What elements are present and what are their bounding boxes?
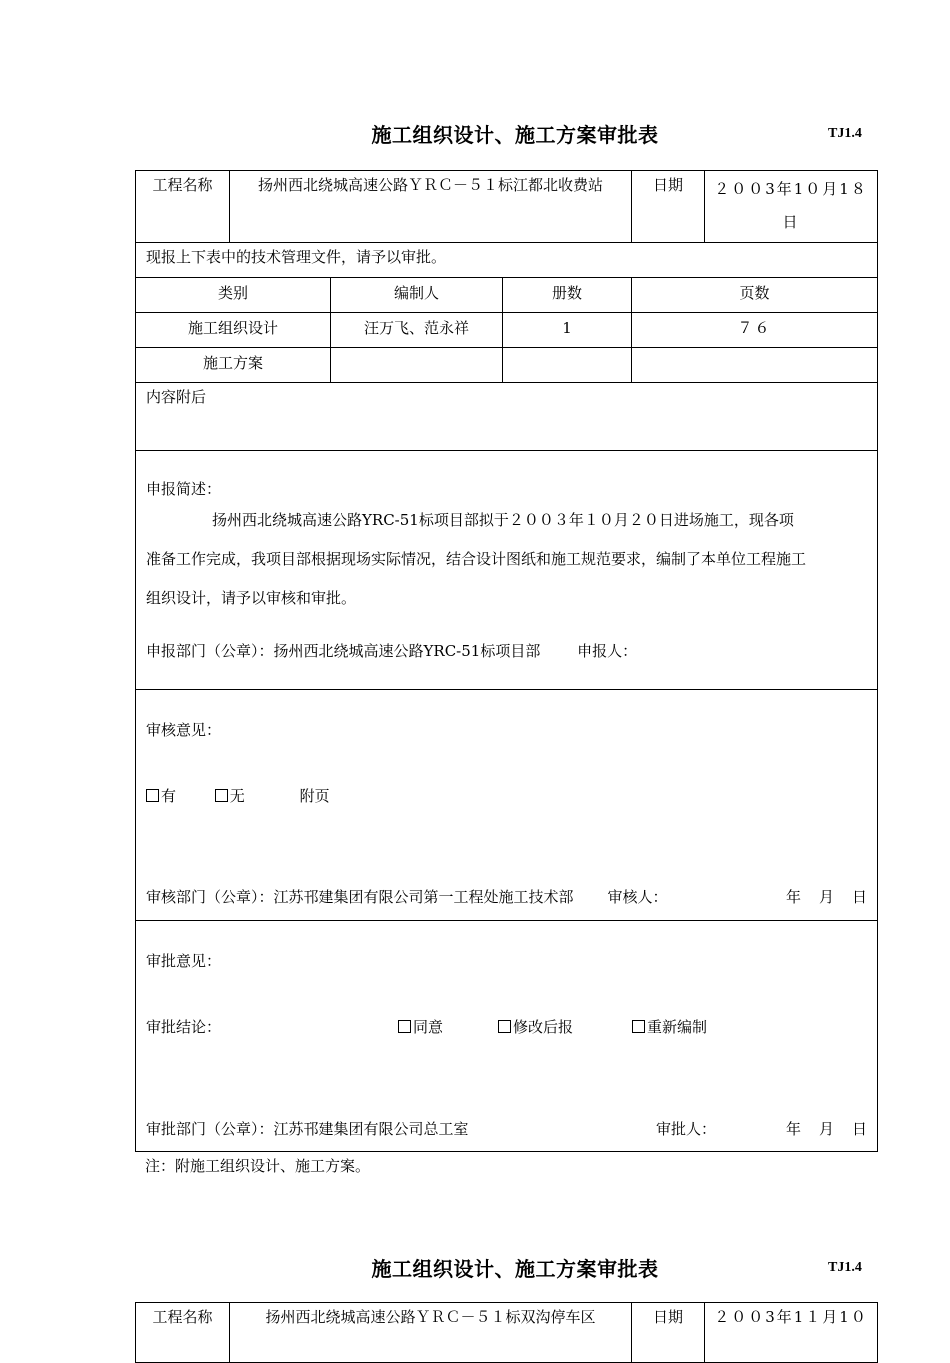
review-attachment-label: 附页 (299, 787, 330, 805)
review-label: 审核意见： (146, 721, 222, 739)
col-header-category: 类别 (136, 278, 331, 313)
row-category: 施工组织设计 (136, 313, 331, 348)
applicant-department: 申报部门（公章）：扬州西北绕城高速公路YRC-51标项目部 (146, 642, 541, 660)
row-volumes (503, 348, 632, 383)
reviewer-label: 审核人： (607, 888, 668, 906)
review-department: 审核部门（公章）：江苏邗建集团有限公司第一工程处施工技术部 (146, 888, 574, 906)
attachment-note: 内容附后 (136, 383, 878, 451)
row-category: 施工方案 (136, 348, 331, 383)
approval-date-day: 日 (852, 1120, 868, 1138)
row-volumes: 1 (503, 313, 632, 348)
form-code: TJ1.4 (828, 126, 862, 141)
project-name-value: 扬州西北绕城高速公路ＹＲＣ－５１标江都北收费站 (230, 171, 632, 243)
date-label-2: 日期 (632, 1303, 705, 1363)
footnote: 注：附施工组织设计、施工方案。 (145, 1157, 371, 1175)
report-line: 现报上下表中的技术管理文件，请予以审批。 (136, 243, 878, 278)
row-author: 汪万飞、范永祥 (331, 313, 503, 348)
approval-form-2 (135, 1302, 878, 1363)
row-pages (632, 348, 878, 383)
approval-date-month: 月 (819, 1120, 835, 1138)
approval-label: 审批意见： (146, 952, 222, 970)
approval-form (135, 170, 878, 1152)
form-code-2: TJ1.4 (828, 1260, 862, 1275)
summary-section (136, 451, 878, 690)
conclusion-label: 审批结论： (146, 1018, 222, 1036)
review-date-year: 年 (786, 888, 802, 906)
approval-department: 审批部门（公章）：江苏邗建集团有限公司总工室 (146, 1120, 469, 1138)
table-row (136, 348, 878, 383)
approval-section (136, 921, 878, 1152)
col-header-pages: 页数 (632, 278, 878, 313)
review-option-no[interactable]: 无 (215, 787, 245, 805)
checkbox-icon (398, 1020, 411, 1033)
page-title-2: 施工组织设计、施工方案审批表 (371, 1257, 659, 1281)
row-pages: ７６ (632, 313, 878, 348)
summary-line: 扬州西北绕城高速公路YRC-51标项目部拟于２００３年１０月２０日进场施工，现各项 (212, 511, 794, 529)
date-label: 日期 (632, 171, 705, 243)
approval-date-year: 年 (786, 1120, 802, 1138)
row-author (331, 348, 503, 383)
col-header-author: 编制人 (331, 278, 503, 313)
page-title: 施工组织设计、施工方案审批表 (371, 123, 659, 147)
date-value-2: ２００3年1１月1０ (705, 1303, 878, 1363)
summary-line: 组织设计，请予以审核和审批。 (146, 589, 357, 607)
checkbox-icon (146, 789, 159, 802)
review-date-day: 日 (852, 888, 868, 906)
summary-label: 申报简述： (146, 480, 222, 498)
approver-label: 审批人： (656, 1120, 717, 1138)
checkbox-icon (215, 789, 228, 802)
project-name-label-2: 工程名称 (136, 1303, 230, 1363)
project-name-value-2: 扬州西北绕城高速公路ＹＲＣ－５１标双沟停车区 (230, 1303, 632, 1363)
option-redo[interactable]: 重新编制 (632, 1017, 707, 1037)
review-date-month: 月 (819, 888, 835, 906)
option-agree[interactable]: 同意 (398, 1017, 443, 1037)
project-name-label: 工程名称 (136, 171, 230, 243)
table-row (136, 313, 878, 348)
checkbox-icon (498, 1020, 511, 1033)
option-revise[interactable]: 修改后报 (498, 1017, 573, 1037)
applicant-person: 申报人： (577, 642, 638, 660)
date-value: ２００3年1０月1８日 (705, 171, 878, 243)
review-section (136, 690, 878, 921)
checkbox-icon (632, 1020, 645, 1033)
summary-line: 准备工作完成，我项目部根据现场实际情况，结合设计图纸和施工规范要求，编制了本单位工程施工 (146, 550, 807, 568)
col-header-volumes: 册数 (503, 278, 632, 313)
review-option-yes[interactable]: 有 (146, 787, 176, 805)
